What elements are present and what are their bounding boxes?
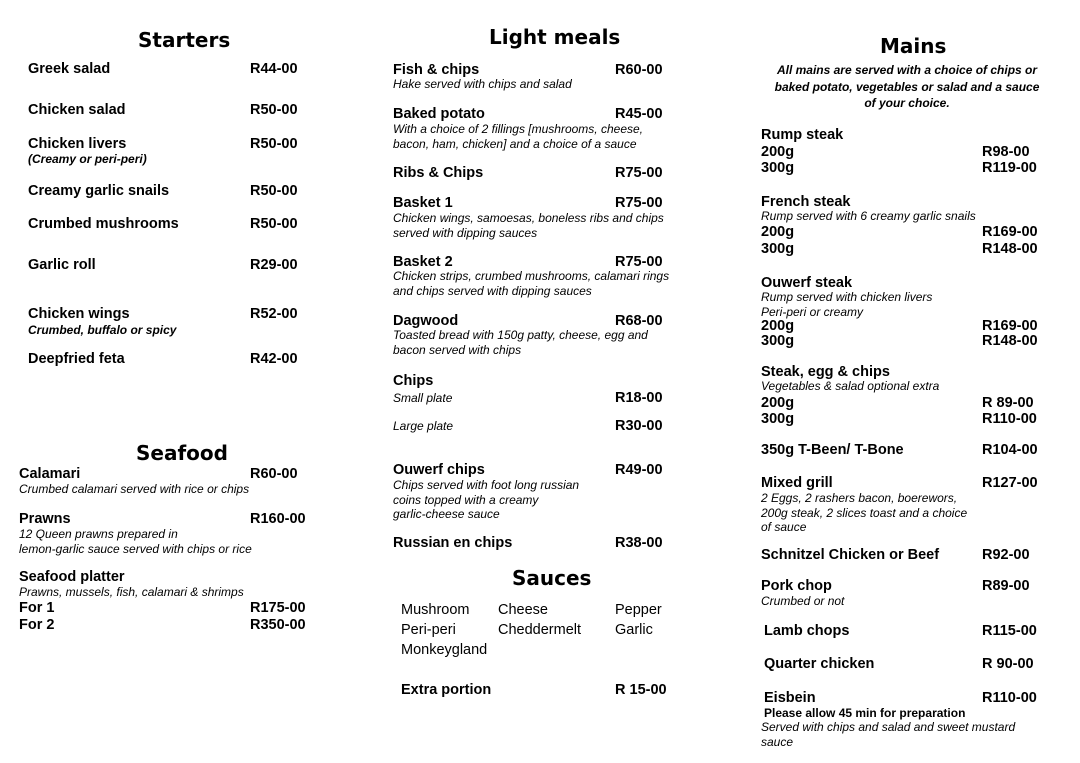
extra-portion-label: Extra portion [401,682,492,698]
size-option: 200g [761,144,795,160]
menu-item-price: R115-00 [982,623,1037,639]
menu-item-price: R127-00 [982,475,1038,491]
menu-item-name: 350g T-Been/ T-Bone [761,442,904,458]
sauce-item: Mushroom [401,602,470,618]
menu-item-desc: Served with chips and salad and sweet mustard sauce [761,720,1016,749]
menu-item-name: Seafood platter [19,569,125,585]
menu-item-price: R148-00 [982,333,1038,349]
menu-item-name: Ribs & Chips [393,165,484,181]
size-option: 200g [761,224,795,240]
menu-item-desc: Chips served with foot long russian coins topped with a creamy garlic-cheese sauce [393,478,580,521]
menu-item-desc: Small plate [393,391,453,405]
menu-item-desc: Chicken wings, samoesas, boneless ribs and chips served with dipping sauces [393,211,664,240]
menu-item-name: Rump steak [761,127,844,143]
menu-item-name: Steak, egg & chips [761,364,890,380]
menu-item-desc: Prawns, mussels, fish, calamari & shrimps [19,585,244,599]
menu-item-desc: Rump served with 6 creamy garlic snails [761,209,976,223]
menu-item-desc: Toasted bread with 150g patty, cheese, egg and bacon served with chips [393,328,648,357]
menu-item-name: Crumbed mushrooms [28,216,179,232]
menu-item-price: R50-00 [250,102,298,118]
menu-item-name: Russian en chips [393,535,513,551]
menu-item-desc: Chicken strips, crumbed mushrooms, calamari rings and chips served with dipping sauces [393,269,670,298]
menu-item-name: Creamy garlic snails [28,183,170,199]
size-option: 300g [761,333,795,349]
sauce-item: Pepper [615,602,662,618]
menu-item-price: R44-00 [250,61,298,77]
menu-item-name: For 1 [19,600,55,616]
menu-item-price: R104-00 [982,442,1038,458]
mains-note: All mains are served with a choice of chips or baked potato, vegetables or salad and a sauce of your choice. [774,63,1040,110]
menu-item-price: R169-00 [982,318,1038,334]
sauce-item: Cheddermelt [498,622,582,638]
menu-item-name: Schnitzel Chicken or Beef [761,547,940,563]
menu-item-desc: Large plate [393,419,454,433]
menu-item-price: R119-00 [982,160,1037,176]
menu-item-name: Ouwerf chips [393,462,485,478]
light-meals-heading: Light meals [489,25,621,49]
menu-item-price: R42-00 [250,351,298,367]
sauce-item: Peri-peri [401,622,456,638]
menu-item-price: R110-00 [982,690,1037,706]
prep-time-note: Please allow 45 min for preparation [764,706,966,720]
menu-item-name: Ouwerf steak [761,275,853,291]
menu-item-name: Prawns [19,511,71,527]
menu-item-name: Chicken wings [28,306,130,322]
menu-item-price: R38-00 [615,535,663,551]
menu-item-price: R45-00 [615,106,663,122]
menu-item-price: R52-00 [250,306,298,322]
menu-item-price: R75-00 [615,165,663,181]
menu-item-name: Baked potato [393,106,485,122]
menu-item-price: R175-00 [250,600,306,616]
menu-item-name: Pork chop [761,578,832,594]
menu-item-name: Greek salad [28,61,111,77]
extra-portion-price: R 15-00 [615,682,667,698]
menu-item-price: R60-00 [250,466,298,482]
menu-item-desc: (Creamy or peri-peri) [28,152,147,166]
menu-item-name: Calamari [19,466,81,482]
starters-heading: Starters [138,28,231,52]
sauce-item: Garlic [615,622,653,638]
menu-item-desc: Vegetables & salad optional extra [761,379,940,393]
menu-item-name: Mixed grill [761,475,833,491]
menu-item-desc: Hake served with chips and salad [393,77,572,91]
menu-item-price: R98-00 [982,144,1030,160]
menu-item-name: Lamb chops [764,623,850,639]
menu-item-price: R 90-00 [982,656,1034,672]
sauce-item: Monkeygland [401,642,488,658]
menu-item-price: R148-00 [982,241,1038,257]
menu-item-name: Basket 2 [393,254,453,270]
menu-item-name: French steak [761,194,851,210]
menu-item-price: R50-00 [250,136,298,152]
menu-item-desc: 12 Queen prawns prepared in lemon-garlic sauce served with chips or rice [19,527,252,556]
mains-heading: Mains [880,34,947,58]
menu-item-price: R350-00 [250,617,306,633]
menu-item-name: Basket 1 [393,195,453,211]
menu-item-price: R30-00 [615,418,663,434]
menu-item-price: R50-00 [250,216,298,232]
menu-item-desc: Crumbed calamari served with rice or chips [19,482,250,496]
menu-item-name: Garlic roll [28,257,96,273]
menu-item-price: R29-00 [250,257,298,273]
menu-item-price: R169-00 [982,224,1038,240]
menu-item-desc: With a choice of 2 fillings [mushrooms, cheese, bacon, ham, chicken] and a choice of a sauce [393,122,644,151]
menu-item-price: R49-00 [615,462,663,478]
menu-item-price: R 89-00 [982,395,1034,411]
menu-item-price: R92-00 [982,547,1030,563]
menu-item-name: Chips [393,373,434,389]
seafood-heading: Seafood [136,441,228,465]
menu-item-price: R60-00 [615,62,663,78]
menu-item-price: R68-00 [615,313,663,329]
menu-item-name: Quarter chicken [764,656,875,672]
menu-item-price: R160-00 [250,511,306,527]
menu-item-desc: Crumbed or not [761,594,845,608]
menu-item-name: For 2 [19,617,55,633]
size-option: 300g [761,160,795,176]
sauce-item: Cheese [498,602,548,618]
menu-item-name: Deepfried feta [28,351,125,367]
menu-item-name: Fish & chips [393,62,480,78]
menu-item-price: R110-00 [982,411,1037,427]
menu-item-desc: Rump served with chicken livers Peri-peri or creamy [761,290,933,319]
menu-item-name: Chicken livers [28,136,127,152]
menu-item-name: Eisbein [764,690,816,706]
size-option: 300g [761,241,795,257]
menu-item-price: R75-00 [615,195,663,211]
menu-item-desc: Crumbed, buffalo or spicy [28,323,177,337]
size-option: 300g [761,411,795,427]
menu-item-price: R18-00 [615,390,663,406]
menu-item-price: R50-00 [250,183,298,199]
menu-item-price: R89-00 [982,578,1030,594]
size-option: 200g [761,318,795,334]
menu-item-name: Chicken salad [28,102,126,118]
size-option: 200g [761,395,795,411]
menu-item-name: Dagwood [393,313,459,329]
menu-item-price: R75-00 [615,254,663,270]
menu-item-desc: 2 Eggs, 2 rashers bacon, boerewors, 200g steak, 2 slices toast and a choice of sauce [761,491,968,534]
sauces-heading: Sauces [512,566,592,590]
